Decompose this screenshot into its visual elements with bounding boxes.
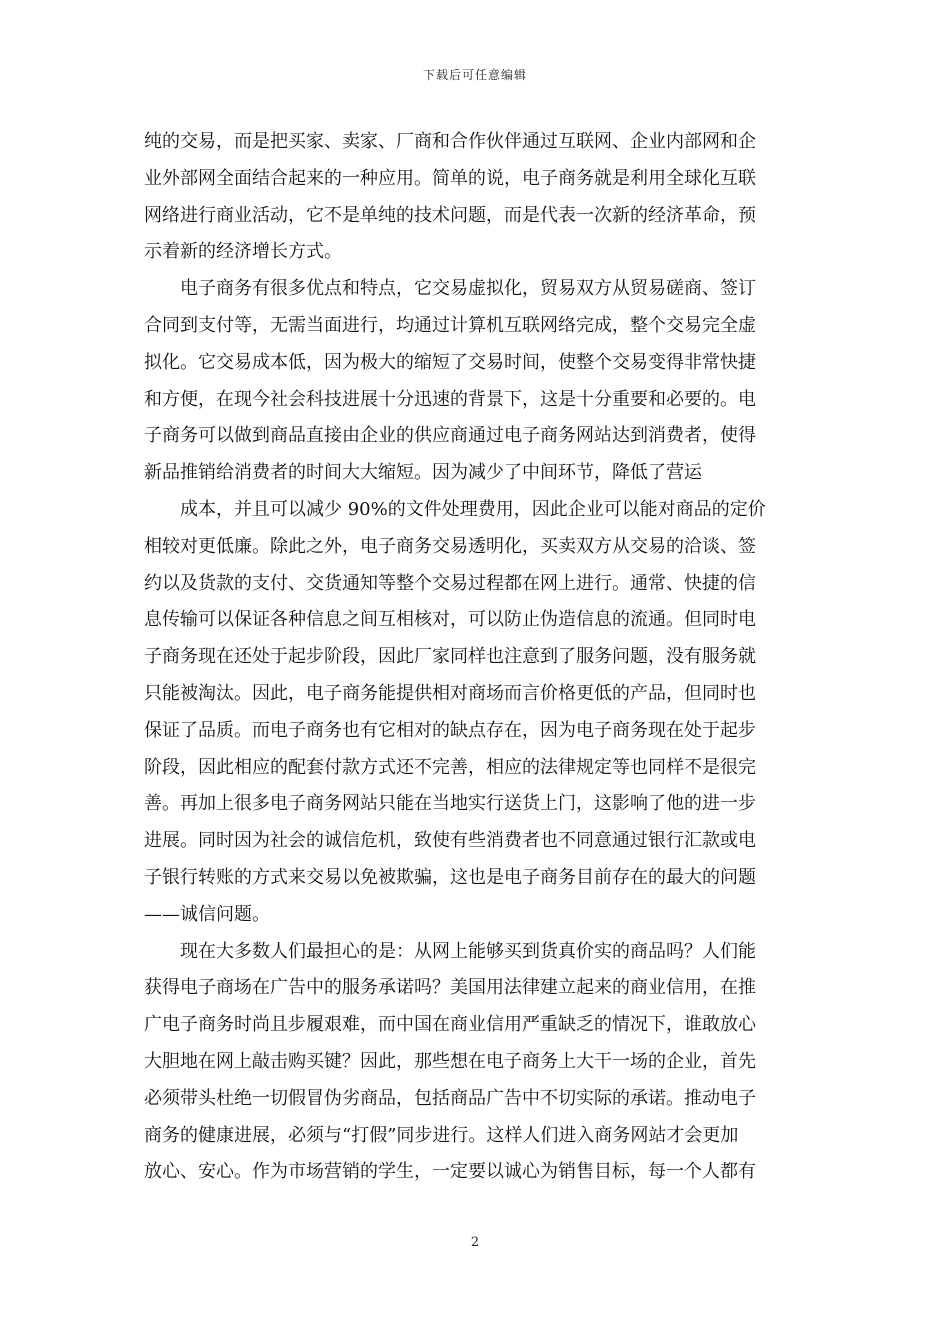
text-line: 网络进行商业活动，它不是单纯的技术问题，而是代表一次新的经济革命，预 bbox=[144, 204, 756, 226]
text-line: 只能被淘汰。因此，电子商务能提供相对商场而言价格更低的产品，但同时也 bbox=[144, 682, 756, 704]
text-line: 相较对更低廉。除此之外，电子商务交易透明化，买卖双方从交易的洽谈、签 bbox=[144, 535, 756, 557]
paragraph-1 bbox=[144, 124, 807, 271]
text-line: 纯的交易，而是把买家、卖家、厂商和合作伙伴通过互联网、企业内部网和企 bbox=[144, 131, 756, 152]
text-line: 放心、安心。作为市场营销的学生，一定要以诚心为销售目标，每一个人都有 bbox=[144, 1161, 756, 1183]
text-line: 电子商务有很多优点和特点，它交易虚拟化，贸易双方从贸易磋商、签订 bbox=[180, 278, 756, 300]
text-line: 业外部网全面结合起来的一种应用。简单的说，电子商务就是利用全球化互联 bbox=[144, 167, 756, 189]
document-body bbox=[144, 124, 807, 1191]
text-line: 子商务可以做到商品直接由企业的供应商通过电子商务网站达到消费者，使得 bbox=[144, 425, 756, 447]
text-line: 必须带头杜绝一切假冒伪劣商品，包括商品广告中不切实际的承诺。推动电子 bbox=[144, 1087, 756, 1109]
text-line: 子银行转账的方式来交易以免被欺骗，这也是电子商务目前存在的最大的问题 bbox=[144, 866, 756, 888]
text-line: 成本，并且可以减少 90%的文件处理费用，因此企业可以能对商品的定价 bbox=[180, 498, 766, 520]
text-line: 新品推销给消费者的时间大大缩短。因为减少了中间环节，降低了营运 bbox=[144, 462, 702, 484]
text-line: 和方便，在现今社会科技进展十分迅速的背景下，这是十分重要和必要的。电 bbox=[144, 388, 756, 410]
text-line: 拟化。它交易成本低，因为极大的缩短了交易时间，使整个交易变得非常快捷 bbox=[144, 351, 756, 373]
paragraph-2 bbox=[144, 271, 807, 492]
page-header: 下载后可任意编辑 bbox=[422, 68, 527, 82]
text-line: 进展。同时因为社会的诚信危机，致使有些消费者也不同意通过银行汇款或电 bbox=[144, 830, 756, 852]
text-line: 保证了品质。而电子商务也有它相对的缺点存在，因为电子商务现在处于起步 bbox=[144, 719, 756, 741]
text-line: 子商务现在还处于起步阶段，因此厂家同样也注意到了服务问题，没有服务就 bbox=[144, 646, 756, 668]
text-line: 阶段，因此相应的配套付款方式还不完善，相应的法律规定等也同样不是很完 bbox=[144, 756, 756, 778]
paragraph-3 bbox=[144, 492, 807, 934]
text-line: 大胆地在网上敲击购买键？因此，那些想在电子商务上大干一场的企业，首先 bbox=[144, 1050, 756, 1072]
text-line: 获得电子商场在广告中的服务承诺吗？美国用法律建立起来的商业信用，在推 bbox=[144, 977, 756, 999]
text-line: 商务的健康进展，必须与“打假”同步进行。这样人们进入商务网站才会更加 bbox=[144, 1124, 739, 1146]
text-line: 息传输可以保证各种信息之间互相核对，可以防止伪造信息的流通。但同时电 bbox=[144, 609, 756, 631]
text-line: 善。再加上很多电子商务网站只能在当地实行送货上门，这影响了他的进一步 bbox=[144, 793, 756, 815]
text-line: ——诚信问题。 bbox=[144, 903, 270, 925]
text-line: 现在大多数人们最担心的是：从网上能够买到货真价实的商品吗？人们能 bbox=[180, 940, 756, 962]
text-line: 示着新的经济增长方式。 bbox=[144, 241, 342, 263]
text-line: 合同到支付等，无需当面进行，均通过计算机互联网络完成，整个交易完全虚 bbox=[144, 314, 756, 336]
page-number: 2 bbox=[470, 1235, 480, 1250]
text-line: 广电子商务时尚且步履艰难，而中国在商业信用严重缺乏的情况下，谁敢放心 bbox=[144, 1014, 756, 1036]
paragraph-4 bbox=[144, 934, 807, 1192]
text-line: 约以及货款的支付、交货通知等整个交易过程都在网上进行。通常、快捷的信 bbox=[144, 572, 756, 594]
